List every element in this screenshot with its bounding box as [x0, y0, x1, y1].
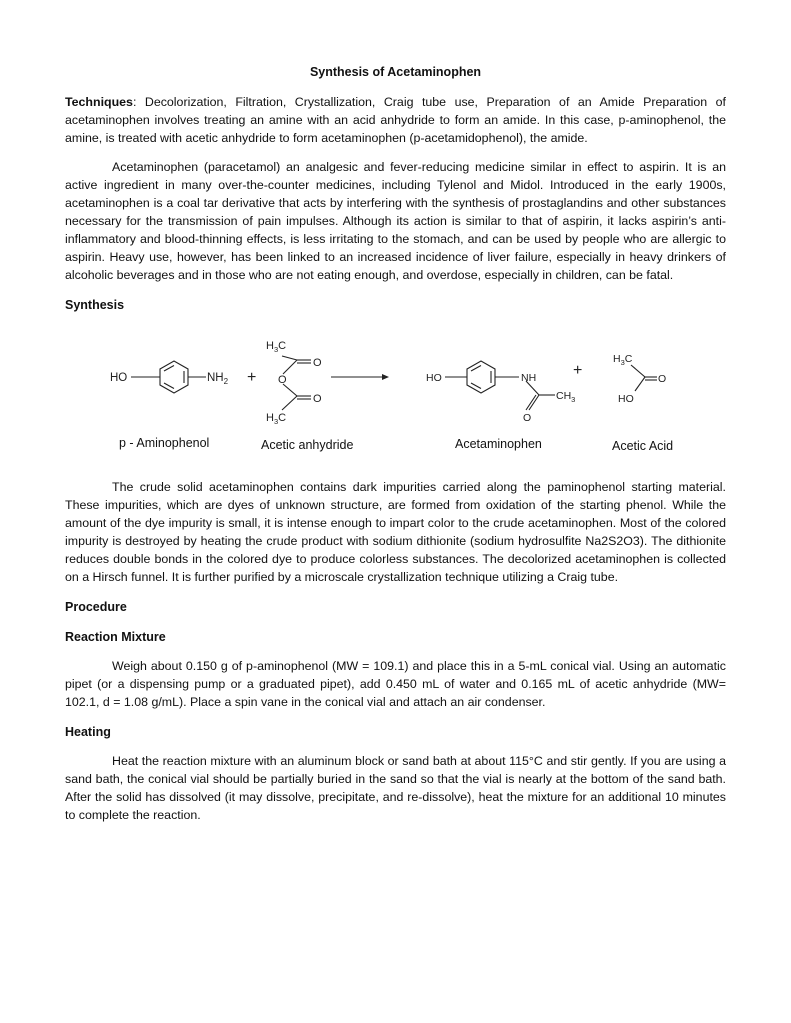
techniques-paragraph — [65, 93, 726, 147]
acetic-acid-carbonyl-o: O — [658, 373, 667, 385]
anhydride-carbonyl-o-top: O — [313, 357, 322, 369]
anhydride-bridge-o: O — [278, 374, 287, 386]
techniques-label: Techniques — [65, 95, 133, 109]
arrow-head — [382, 374, 389, 380]
plus-sign-2: + — [573, 362, 583, 379]
intro-paragraph: Acetaminophen (paracetamol) an analgesic and fever-reducing medicine similar in effect to aspirin. It is an active ingredient in many over-the-counter medicines, including Tylenol and Midol. Introduced in the early 1900s, acetaminophen is a coal tar derivative that acts by interfering with the synthesis of prostaglandins and other substances necessary for the transmission of pain impulses. Although its action is similar to that of aspirin, it lacks aspirin’s anti-inflammatory and blood-thinning effects, is less irritating to the stomach, and can be used by people who are allergic to aspirin. Heavy use, however, has been linked to an increased incidence of liver failure, especially in heavy drinkers of alcoholic beverages and in those who are not eating enough, and overdose, especially in children, can be fatal. — [65, 160, 726, 282]
acetaminophen-carbonyl-o: O — [523, 412, 532, 424]
acetaminophen-ch3: $CH_3$ — [556, 390, 576, 404]
anhydride-h3c-bottom: $H_3C$ — [266, 412, 287, 426]
label-p-aminophenol: p - Aminophenol — [119, 436, 210, 450]
heating-heading: Heating — [65, 725, 111, 739]
synthesis-heading: Synthesis — [65, 298, 125, 312]
document-title: Synthesis of Acetaminophen — [309, 65, 482, 79]
acetaminophen-ho: HO — [426, 372, 442, 384]
reaction-scheme-svg — [65, 320, 726, 472]
heating-paragraph: Heat the reaction mixture with an aluminum block or sand bath at about 115°C and stir gently. If you are using a sand bath, the conical vial should be partially buried in the sand so that the vial is nearly at the bottom of the sand bath. After the solid has dissolved (it may dissolve, precipitate, and re-dissolve), heat the mixture for an additional 10 minutes to complete the reaction. — [65, 754, 726, 822]
acetic-acid-ho: HO — [618, 393, 634, 405]
label-acetic-acid: Acetic Acid — [612, 439, 674, 453]
acetaminophen-nh: NH — [521, 372, 537, 384]
crude-paragraph: The crude solid acetaminophen contains dark impurities carried along the paminophenol starting material. These impurities, which are dyes of unknown structure, are formed from oxidation of the starting phenol. While the amount of the dye impurity is small, it is intense enough to impart color to the crude acetaminophen. Most of the colored impurity is destroyed by heating the crude product with sodium dithionite (sodium hydrosulfite Na2S2O3). The dithionite reduces double bonds in the colored dye to produce colorless substances. The decolorized acetaminophen is collected on a Hirsch funnel. It is further purified by a microscale crystallization technique utilizing a Craig tube. — [65, 480, 726, 584]
anhydride-carbonyl-o-bottom: O — [313, 393, 322, 405]
procedure-heading: Procedure — [65, 600, 127, 614]
anhydride-h3c-top: $H_3C$ — [266, 340, 287, 354]
label-acetic-anhydride: Acetic anhydride — [261, 438, 354, 452]
document-page — [65, 62, 726, 824]
reaction-scheme — [65, 320, 726, 472]
acetic-acid-h3c: $H_3C$ — [613, 353, 633, 367]
reaction-mixture-heading: Reaction Mixture — [65, 630, 166, 644]
label-acetaminophen: Acetaminophen — [455, 437, 542, 451]
reaction-paragraph: Weigh about 0.150 g of p-aminophenol (MW = 109.1) and place this in a 5-mL conical vial. Using an automatic pipet (or a dispensing pump or a graduated pipet), add 0.450 mL of water and 0.165 mL of acetic anhydride (MW= 102.1, d = 1.08 g/mL). Place a spin vane in the conical vial and attach an air condenser. — [65, 659, 726, 709]
techniques-text: : Decolorization, Filtration, Crystallization, Craig tube use, Preparation of an Amide Preparation of acetaminophen involves treating an amine with an acid anhydride to form an amide. In this case, p-aminophenol, the amine, is treated with acetic anhydride to form acetaminophen (p-acetamidophenol), the amide. — [65, 95, 726, 145]
aminophenol-nh2: $NH_2$ — [207, 372, 229, 386]
aminophenol-ho: HO — [110, 372, 128, 384]
plus-sign-1: + — [247, 369, 257, 386]
